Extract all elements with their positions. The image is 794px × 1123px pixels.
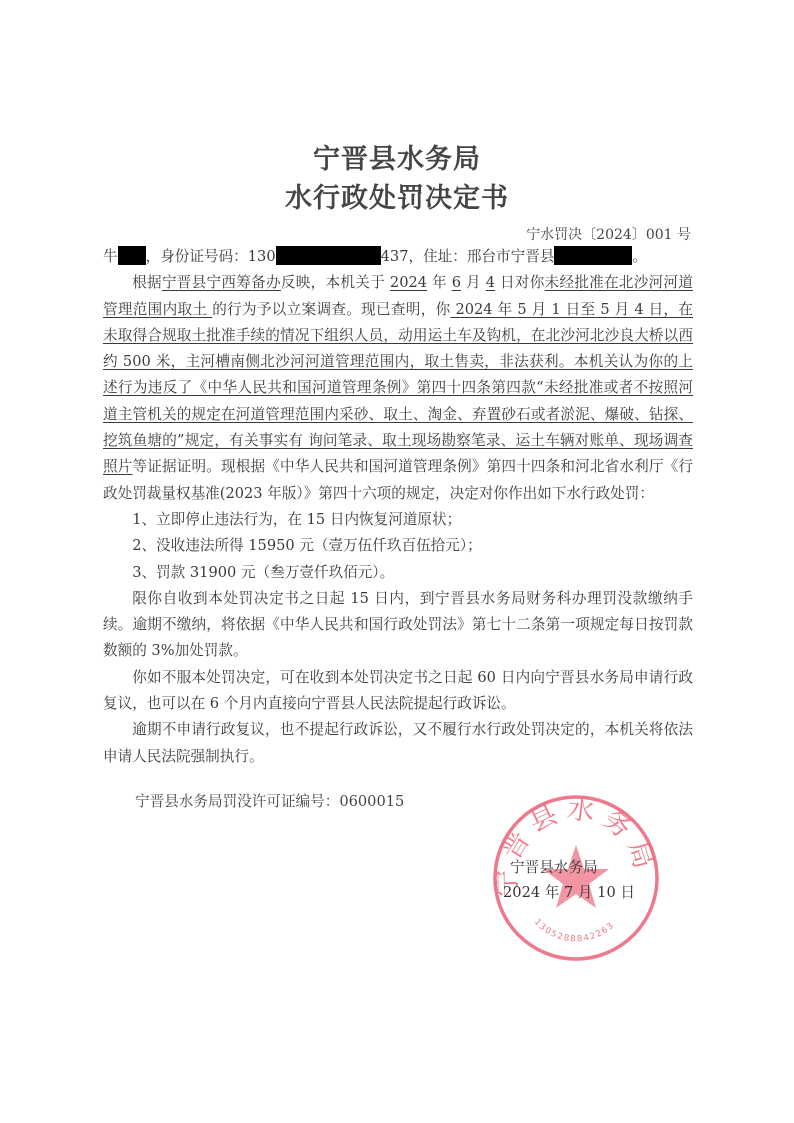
text: 月 bbox=[461, 274, 486, 292]
signing-organization: 宁晋县水务局 bbox=[510, 859, 598, 876]
enforcement-paragraph: 逾期不申请行政复议，也不提起行政诉讼，又不履行水行政处罚决定的，本机关将依法申请人民法院强制执行。 bbox=[103, 721, 693, 765]
official-seal bbox=[491, 793, 661, 963]
document-title-line1: 宁晋县水务局 bbox=[313, 144, 481, 175]
permit-number: 宁晋县水务局罚没许可证编号：0600015 bbox=[135, 793, 405, 810]
text: 日对你 bbox=[495, 274, 545, 292]
svg-text:1305288842263 bbox=[532, 917, 617, 944]
appeal-paragraph: 你如不服本处罚决定，可在收到本处罚决定书之日起 60 日内向宁晋县水务局申请行政复议，也可以在 6 个月内直接向宁晋县人民法院提起行政诉讼。 bbox=[103, 668, 693, 713]
id-label: ，身份证号码：130 bbox=[145, 248, 276, 265]
penalty-item: 1、立即停止违法行为，在 15 日内恢复河道原状； bbox=[132, 510, 462, 528]
findings-paragraph bbox=[103, 270, 693, 507]
party-name-prefix: 牛 bbox=[103, 248, 118, 265]
redaction-block bbox=[118, 246, 146, 265]
complaint-source: 宁晋县宁西筹备办 bbox=[161, 274, 281, 292]
filing-month: 6 bbox=[451, 274, 462, 292]
filing-year: 2024 bbox=[389, 274, 428, 292]
document-body bbox=[103, 244, 693, 770]
seal-code: 1305288842263 bbox=[531, 917, 617, 945]
redaction-block bbox=[276, 246, 381, 265]
facts-and-evidence: 2024 年 5 月 1 日至 5 月 4 日，在未取得合规取土批准手续的情况下组织人员，动用运土车及钩机，在北沙河北沙良大桥以西约 500 米，主河槽南侧北沙河河道管理范围内，取土售卖，非法获利。本机关认为你的上述行为违反了《中华人民共和国河道管理条例》第四十四条第四款“未经批准或者不按照河道主管机关的规定在河道管理范围内采砂、取土、淘金、弃置砂石或者淤泥、爆破、钻探、挖筑鱼塘的”规定，有关事实有 询问笔录、取土现场勘察笔录、运土车辆对账单、现场调查照片 bbox=[103, 300, 694, 476]
violation-act: 未经批准在北沙河河道管理范围内取土 bbox=[103, 274, 693, 318]
redaction-block bbox=[554, 246, 632, 265]
filing-day: 4 bbox=[485, 274, 496, 292]
text: 年 bbox=[427, 274, 452, 292]
text: 根据 bbox=[132, 274, 162, 292]
address-label: 437，住址：邢台市宁晋县 bbox=[380, 248, 555, 265]
document-title-line2: 水行政处罚决定书 bbox=[285, 183, 509, 214]
document-number: 宁水罚决〔2024〕001 号 bbox=[526, 227, 691, 243]
text: 等证据证明。现根据《中华人民共和国河道管理条例》第四十四条和河北省水利厅《行政处罚裁量权基准(2023 年版）》第四十六项的规定，决定对你作出如下水行政处罚： bbox=[103, 458, 693, 502]
penalty-item: 2、没收违法所得 15950 元（壹万伍仟玖百伍拾元）； bbox=[132, 537, 482, 555]
penalty-item: 3、罚款 31900 元（叁万壹仟玖佰元）。 bbox=[132, 563, 395, 581]
text: 的行为予以立案调查。现已查明，你 bbox=[212, 300, 451, 318]
party-info bbox=[103, 244, 693, 270]
signing-date: 2024 年 7 月 10 日 bbox=[503, 884, 635, 901]
payment-paragraph: 限你自收到本处罚决定书之日起 15 日内，到宁晋县水务局财务科办理罚没款缴纳手续。逾期不缴纳，将依据《中华人民共和国行政处罚法》第七十二条第一项规定每日按罚款数额的 3%加处罚款。 bbox=[103, 589, 693, 660]
seal-text: 宁晋县水务局 bbox=[491, 793, 661, 897]
party-end: 。 bbox=[632, 248, 648, 265]
text: 反映，本机关于 bbox=[280, 274, 390, 292]
